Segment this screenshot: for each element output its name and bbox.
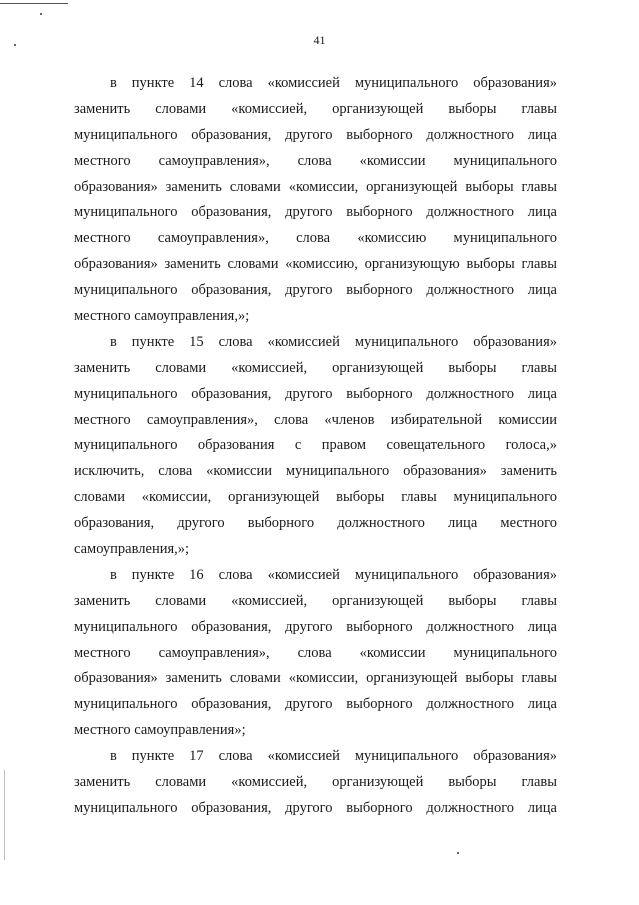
text-line: заменить словами «комиссией, организующей выборы главы xyxy=(74,100,557,117)
document-body xyxy=(74,71,557,822)
text-line: в пункте 14 слова «комиссией муниципального образования» xyxy=(110,75,557,91)
text-line: муниципального образования, другого выборного должностного лица xyxy=(74,126,557,143)
text-line: заменить словами «комиссией, организующей выборы главы xyxy=(74,592,557,609)
text-line: муниципального образования, другого выборного должностного лица xyxy=(74,696,557,713)
scan-artifact-dot xyxy=(457,852,459,854)
text-line: местного самоуправления», слова «комиссии муниципального xyxy=(74,644,557,661)
text-line: муниципального образования с правом совещательного голоса,» xyxy=(74,437,557,454)
text-line: заменить словами «комиссией, организующей выборы главы xyxy=(74,774,557,791)
text-line: местного самоуправления», слова «комиссии муниципального xyxy=(74,152,557,169)
text-line: местного самоуправления,»; xyxy=(74,308,250,325)
text-line: местного самоуправления», слова «членов избирательной комиссии xyxy=(74,411,557,428)
paragraph-item-16 xyxy=(74,563,557,744)
text-line: муниципального образования, другого выборного должностного лица xyxy=(74,385,557,402)
text-line: образования, другого выборного должностного лица местного xyxy=(74,515,557,532)
text-line: самоуправления,»; xyxy=(74,541,190,558)
paragraph-item-14 xyxy=(74,71,557,330)
text-line: словами «комиссии, организующей выборы главы муниципального xyxy=(74,489,557,506)
text-line: в пункте 15 слова «комиссией муниципального образования» xyxy=(110,333,557,350)
text-line: муниципального образования, другого выборного должностного лица xyxy=(74,282,557,299)
text-line: образования» заменить словами «комиссии, организующей выборы главы xyxy=(74,178,557,195)
paragraph-item-17 xyxy=(74,744,557,822)
text-line: в пункте 17 слова «комиссией муниципального образования» xyxy=(110,748,557,765)
page-number: 41 xyxy=(313,33,326,47)
scan-artifact-line xyxy=(0,3,68,4)
scan-edge-shadow xyxy=(4,770,5,860)
text-line: муниципального образования, другого выборного должностного лица xyxy=(74,618,557,635)
text-line: образования» заменить словами «комиссии, организующей выборы главы xyxy=(74,670,557,687)
text-line: в пункте 16 слова «комиссией муниципального образования» xyxy=(110,566,557,583)
scan-artifact-dot xyxy=(40,13,42,15)
text-line: местного самоуправления», слова «комиссию муниципального xyxy=(74,230,557,247)
text-line: муниципального образования, другого выборного должностного лица xyxy=(74,799,557,816)
paragraph-item-15 xyxy=(74,330,557,563)
text-line: муниципального образования, другого выборного должностного лица xyxy=(74,204,557,221)
text-line: исключить, слова «комиссии муниципального образования» заменить xyxy=(74,463,557,480)
text-line: образования» заменить словами «комиссию, организующую выборы главы xyxy=(74,256,557,273)
text-line: заменить словами «комиссией, организующей выборы главы xyxy=(74,359,557,376)
text-line: местного самоуправления»; xyxy=(74,722,246,739)
